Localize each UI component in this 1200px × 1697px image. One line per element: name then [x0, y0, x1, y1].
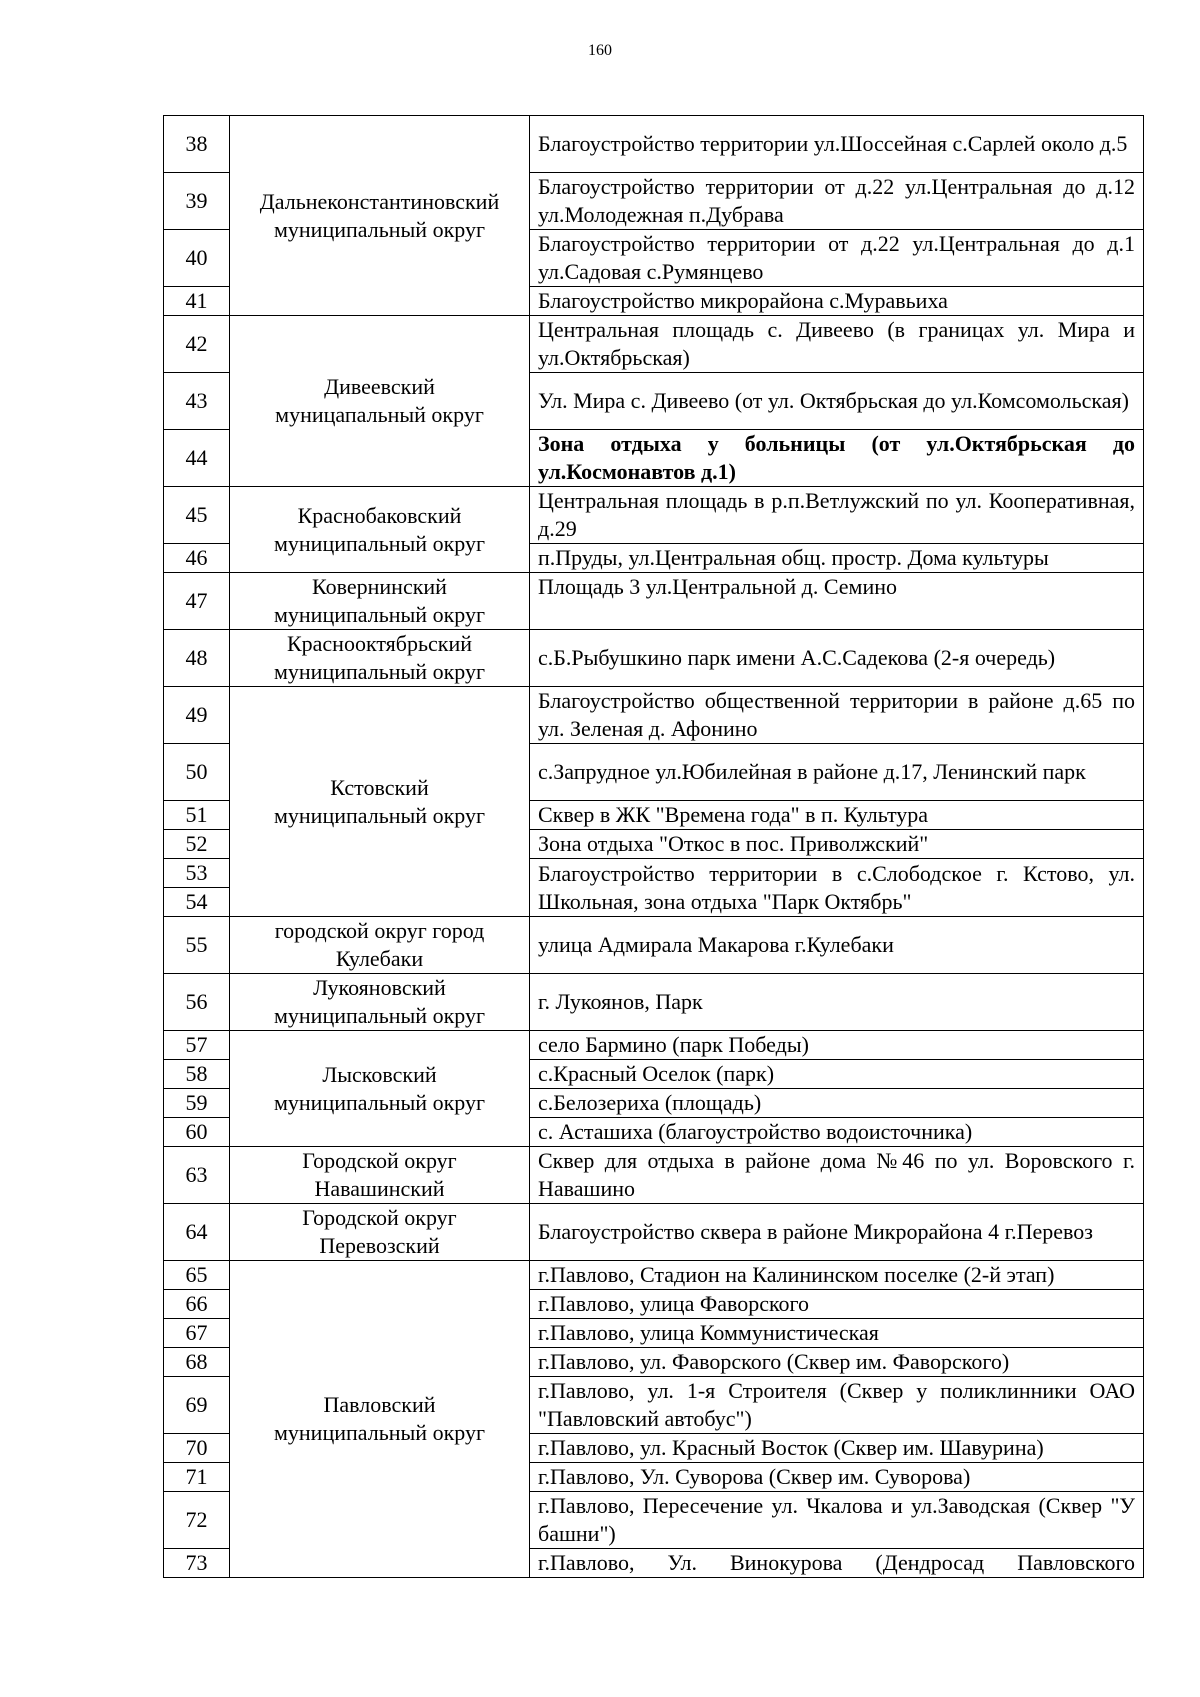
- object-description: с.Красный Оселок (парк): [530, 1060, 1144, 1089]
- table-row: [164, 974, 1144, 1031]
- district-type: муниципальный округ: [273, 530, 485, 556]
- row-number: 63: [164, 1147, 230, 1204]
- object-description: г.Павлово, улица Фаворского: [530, 1290, 1144, 1319]
- district-name: Дальнеконстантиновский: [259, 188, 500, 214]
- table-row: [164, 316, 1144, 373]
- row-number: 38: [164, 116, 230, 173]
- table-row: [164, 1261, 1144, 1290]
- district-name: Лукояновский: [313, 975, 446, 1000]
- object-description: Благоустройство территории ул.Шоссейная с.Сарлей около д.5: [530, 116, 1144, 173]
- row-number: 40: [164, 230, 230, 287]
- object-description: г.Павлово, ул. Красный Восток (Сквер им. Шавурина): [530, 1434, 1144, 1463]
- district-cell: [230, 116, 530, 316]
- object-description: улица Адмирала Макарова г.Кулебаки: [530, 917, 1144, 974]
- district-name: городской округ город: [274, 918, 485, 943]
- object-description: Благоустройство сквера в районе Микрорайона 4 г.Перевоз: [530, 1204, 1144, 1261]
- object-description: [530, 1549, 1144, 1578]
- object-description: с.Б.Рыбушкино парк имени А.С.Садекова (2-я очередь): [530, 630, 1144, 687]
- district-cell: [230, 687, 530, 917]
- row-number: 59: [164, 1089, 230, 1118]
- district-cell: [230, 1147, 530, 1204]
- object-description: Ул. Мира с. Дивеево (от ул. Октябрьская до ул.Комсомольская): [530, 373, 1144, 430]
- row-number: 46: [164, 544, 230, 573]
- improvement-objects-table: [163, 115, 1144, 1578]
- district-name: Краснобаковский: [297, 502, 462, 528]
- district-type: муниципальный округ: [273, 802, 485, 828]
- row-number: 41: [164, 287, 230, 316]
- row-number: 67: [164, 1319, 230, 1348]
- district-type: муниципальный округ: [273, 602, 485, 627]
- row-number: 44: [164, 430, 230, 487]
- row-number: 52: [164, 830, 230, 859]
- row-number: 45: [164, 487, 230, 544]
- object-description: Зона отдыха "Откос в пос. Приволжский": [530, 830, 1144, 859]
- row-number: 65: [164, 1261, 230, 1290]
- object-description: г.Павлово, Стадион на Калининском поселке (2-й этап): [530, 1261, 1144, 1290]
- district-type: муниципальный округ: [273, 1003, 485, 1028]
- object-description: Благоустройство территории от д.22 ул.Центральная до д.1 ул.Садовая с.Румянцево: [530, 230, 1144, 287]
- object-description: Благоустройство микрорайона с.Муравьиха: [530, 287, 1144, 316]
- table-row: [164, 1031, 1144, 1060]
- page-number: 160: [588, 42, 612, 59]
- object-description: г.Павлово, ул. Фаворского (Сквер им. Фаворского): [530, 1348, 1144, 1377]
- object-description: Сквер для отдыха в районе дома №46 по ул. Воровского г. Навашино: [530, 1147, 1144, 1204]
- row-number: 72: [164, 1492, 230, 1549]
- object-description: г.Павлово, улица Коммунистическая: [530, 1319, 1144, 1348]
- row-number: 48: [164, 630, 230, 687]
- district-name: Городской округ: [302, 1148, 457, 1173]
- object-description-text: г.Павлово, Ул. Винокурова (Дендросад Павловского: [538, 1550, 1135, 1575]
- object-description: Сквер в ЖК "Времена года" в п. Культура: [530, 801, 1144, 830]
- row-number: 66: [164, 1290, 230, 1319]
- object-description: с. Асташиха (благоустройство водоисточника): [530, 1118, 1144, 1147]
- district-type: муниципальный округ: [273, 659, 485, 684]
- district-type: Навашинский: [314, 1176, 445, 1201]
- district-type: Кулебаки: [335, 946, 424, 971]
- table-row: [164, 487, 1144, 544]
- table-row: [164, 687, 1144, 744]
- object-description: г.Павлово, Пересечение ул. Чкалова и ул.Заводская (Сквер "У башни"): [530, 1492, 1144, 1549]
- row-number: 42: [164, 316, 230, 373]
- object-description: Площадь 3 ул.Центральной д. Семино: [530, 573, 1144, 630]
- district-name: Кстовский: [330, 774, 429, 800]
- district-cell: [230, 573, 530, 630]
- object-description: г. Лукоянов, Парк: [530, 974, 1144, 1031]
- table-row: [164, 917, 1144, 974]
- row-number-pair: [164, 859, 230, 917]
- row-number: 39: [164, 173, 230, 230]
- row-number: 68: [164, 1348, 230, 1377]
- row-number: 47: [164, 573, 230, 630]
- row-number: 56: [164, 974, 230, 1031]
- district-cell: [230, 917, 530, 974]
- row-number: 51: [164, 801, 230, 830]
- object-description: Центральная площадь с. Дивеево (в границах ул. Мира и ул.Октябрьская): [530, 316, 1144, 373]
- district-type: муниципальный округ: [273, 1089, 485, 1115]
- row-number: 43: [164, 373, 230, 430]
- row-number: 60: [164, 1118, 230, 1147]
- district-name: Ковернинский: [312, 574, 447, 599]
- object-description: Благоустройство территории в с.Слободское г. Кстово, ул. Школьная, зона отдыха "Парк Октябрь": [530, 859, 1144, 917]
- row-number: 55: [164, 917, 230, 974]
- district-cell: [230, 487, 530, 573]
- object-description: село Бармино (парк Победы): [530, 1031, 1144, 1060]
- object-description: Благоустройство общественной территории в районе д.65 по ул. Зеленая д. Афонино: [530, 687, 1144, 744]
- district-cell: [230, 1031, 530, 1147]
- object-description: с.Запрудное ул.Юбилейная в районе д.17, Ленинский парк: [530, 744, 1144, 801]
- district-name: Городской округ: [302, 1205, 457, 1230]
- object-description: Зона отдыха у больницы (от ул.Октябрьская до ул.Космонавтов д.1): [530, 430, 1144, 487]
- district-name: Краснооктябрьский: [286, 631, 473, 656]
- table-row: [164, 573, 1144, 630]
- row-number: 50: [164, 744, 230, 801]
- table-row: [164, 116, 1144, 173]
- district-cell: [230, 630, 530, 687]
- row-number: 49: [164, 687, 230, 744]
- row-number: 73: [164, 1549, 230, 1578]
- table-row: [164, 1204, 1144, 1261]
- row-number: 53: [185, 860, 208, 885]
- object-description: г.Павлово, ул. 1-я Строителя (Сквер у поликлинники ОАО "Павловский автобус"): [530, 1377, 1144, 1434]
- object-description: Благоустройство территории от д.22 ул.Центральная до д.12 ул.Молодежная п.Дубрава: [530, 173, 1144, 230]
- row-number: 70: [164, 1434, 230, 1463]
- district-type: муницапальный округ: [275, 402, 484, 427]
- object-description: Центральная площадь в р.п.Ветлужский по ул. Кооперативная, д.29: [530, 487, 1144, 544]
- table-row: [164, 1147, 1144, 1204]
- row-number: 54: [164, 887, 229, 916]
- row-number: 71: [164, 1463, 230, 1492]
- district-name: Павловский: [323, 1392, 436, 1417]
- district-type: муниципальный округ: [273, 1420, 485, 1445]
- table-row: [164, 630, 1144, 687]
- row-number: 64: [164, 1204, 230, 1261]
- object-description: с.Белозериха (площадь): [530, 1089, 1144, 1118]
- district-cell: [230, 1204, 530, 1261]
- district-type: муниципальный округ: [273, 216, 485, 242]
- district-type: Перевозский: [319, 1233, 440, 1258]
- district-cell: [230, 1261, 530, 1578]
- row-number: 58: [164, 1060, 230, 1089]
- object-description: г.Павлово, Ул. Суворова (Сквер им. Суворова): [530, 1463, 1144, 1492]
- district-name: Лысковский: [322, 1061, 437, 1087]
- row-number: 69: [164, 1377, 230, 1434]
- district-name: Дивеевский: [324, 374, 435, 399]
- row-number: 57: [164, 1031, 230, 1060]
- district-cell: [230, 974, 530, 1031]
- object-description: п.Пруды, ул.Центральная общ. простр. Дома культуры: [530, 544, 1144, 573]
- district-cell: [230, 316, 530, 487]
